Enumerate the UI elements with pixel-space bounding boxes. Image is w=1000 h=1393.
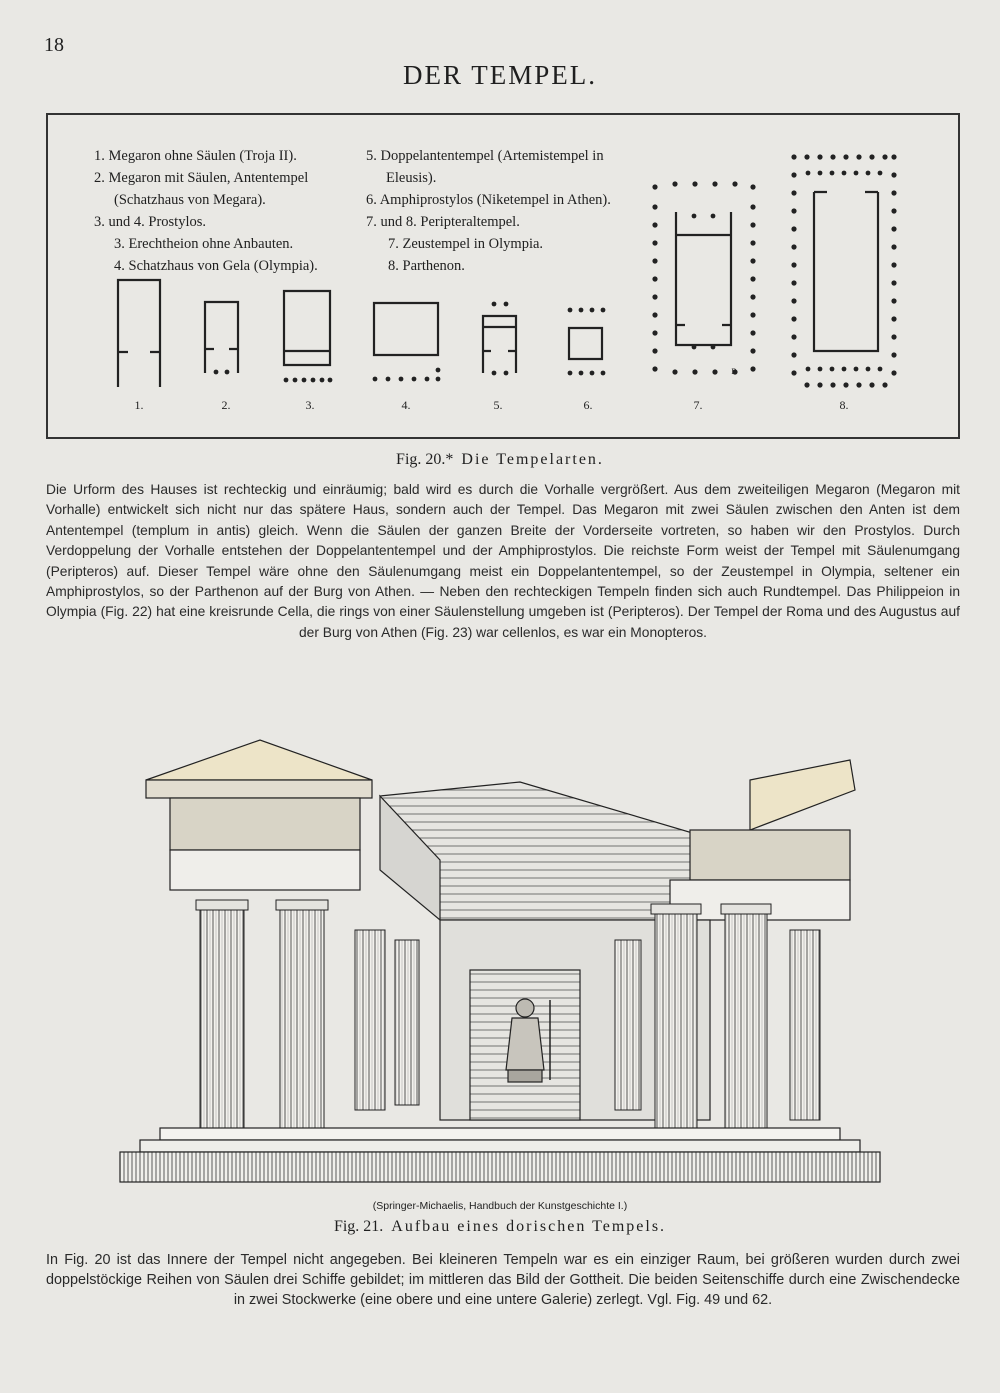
plan-4-schatzhaus [374,303,438,355]
legend-item-4: 4. Schatzhaus von Gela (Olympia). [114,258,318,274]
figure-20-temple-types [46,113,960,439]
plan-6-amphiprostylos [569,328,602,359]
paragraph-1 [46,480,960,643]
paragraph-1-text: Die Urform des Hauses ist rechteckig und einräumig; bald wird es durch die Vorhalle vergrößert. Aus dem zweiteiligen Megaron (Megaron mit Vorhalle) entwickelt sich nicht nur das spätere Haus, sondern auch der Tempel. Das Megaron mit zwei Säulen zwischen den Anten ist dem Antentempel (templum in antis) gleich. Wenn die Säulen der ganzen Breite der Vorderseite vortreten, so haben wir den Prostylos. Durch Verdoppelung der Vorhalle entstehen der Doppelantentempel und der Amphiprostylos. Die reichste Form weist der Tempel mit Säulenumgang (Peripteros) auf. Dieser Tempel wäre ohne den Säulenumgang meist ein Doppelantentempel, so der Zeustempel in Olympia, seltener ein Amphiprostylos, so der Parthenon auf der Burg von Athen. — Neben den rechteckigen Tempeln finden sich auch Rundtempel. Das Philippeion in Olympia (Fig. 22) hat eine kreisrunde Cella, die rings von einer Säulenstellung umgeben ist (Peripteros). Der Tempel der Roma und des Augustus auf der Burg von Athen (Fig. 23) war cellenlos, es war ein Monopteros. [46,482,960,640]
page-title: DER TEMPEL. [402,60,597,90]
plan-label-5: 5. [493,398,503,412]
figure-21-source: (Springer-Michaelis, Handbuch der Kunstgeschichte I.) [372,1200,628,1212]
figure-20-caption [0,451,1000,469]
right-frieze [690,830,850,880]
legend-item-6: 6. Amphiprostylos (Niketempel in Athen). [366,192,611,208]
plan-label-8: 8. [839,398,849,412]
right-pediment [750,760,855,830]
plan-letter: B [731,367,737,376]
plan-label-6: 6. [583,398,593,412]
figure-21-number: Fig. 21. [333,1218,384,1235]
figure-20-number: Fig. 20.* [396,451,454,468]
plan-label-7: 7. [693,398,703,412]
figure-21-caption [0,1218,1000,1236]
legend-item-3-4: 3. und 4. Prostylos. [94,214,206,230]
legend-item-2: 2. Megaron mit Säulen, Antentempel [94,170,309,186]
plan-label-4: 4. [401,398,411,412]
legend-item-7: 7. Zeustempel in Olympia. [388,236,544,252]
plan-1-megaron [118,280,160,387]
left-frieze [170,798,360,850]
legend-item-3: 3. Erechtheion ohne Anbauten. [114,236,294,252]
legend-item-7-8: 7. und 8. Peripteraltempel. [366,214,520,230]
plan-label-3: 3. [305,398,315,412]
plan-label-1: 1. [134,398,144,412]
figure-20-title: Die Tempelarten. [461,451,604,468]
legend-item-5-detail: Eleusis). [386,170,437,186]
steps [120,1128,880,1182]
plan-label-2: 2. [221,398,231,412]
paragraph-2 [46,1250,960,1310]
floor-plans [48,115,958,437]
left-pediment [146,740,372,780]
plan-2-antentempel [205,302,238,373]
column-dots [214,154,897,387]
legend-item-1: 1. Megaron ohne Säulen (Troja II). [94,148,297,164]
plan-8-parthenon [814,192,878,351]
doric-temple-illustration [110,730,890,1190]
legend-item-5: 5. Doppelantentempel (Artemistempel in [366,148,604,164]
legend-item-2-detail: (Schatzhaus von Megara). [114,192,266,208]
plan-3-erechtheion [284,291,330,365]
paragraph-2-text: In Fig. 20 ist das Innere der Tempel nicht angegeben. Bei kleineren Tempeln war es ein einziger Raum, bei größeren wurden durch zwei doppelstöckige Reihen von Säulen drei Schiffe gebildet; im mittleren das Bild der Gottheit. Die beiden Seitenschiffe durch eine Zwischendecke in zwei Stockwerke (eine obere und eine untere Galerie) zerlegt. Vgl. Fig. 49 und 62. [46,1252,960,1308]
legend-item-8: 8. Parthenon. [388,258,465,274]
plan-5-doppelanten [483,316,516,373]
figure-21-title: Aufbau eines dorischen Tempels. [391,1218,667,1235]
page-number: 18 [44,34,64,56]
plan-7-zeustempel [676,212,731,345]
